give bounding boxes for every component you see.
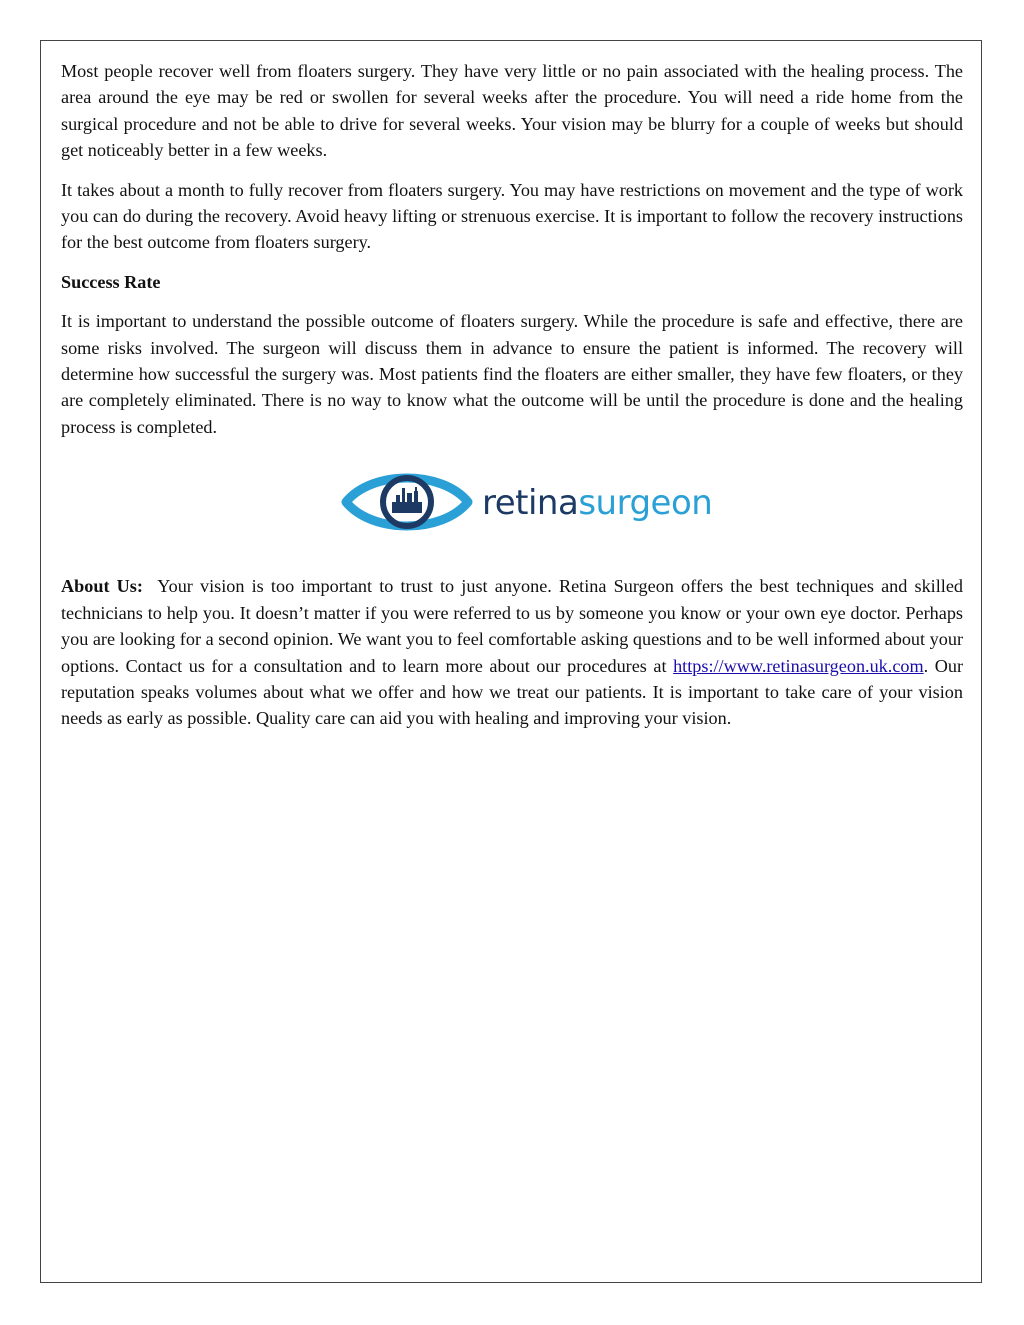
about-us-text-after: . Our reputation speaks volumes about what we offer and how we treat our patients. It is important to take care of your vision needs as early as possible. Quality care can aid you with healing and improving your vision. xyxy=(61,655,963,729)
eye-logo-icon xyxy=(342,462,713,542)
paragraph-recovery: Most people recover well from floaters surgery. They have very little or no pain associated with the healing process. The area around the eye may be red or swollen for several weeks after the procedure. You will need a ride home from the surgical procedure and not be able to drive for several weeks. Your vision may be blurry for a couple of weeks but should get noticeably better in a few weeks. xyxy=(61,61,963,161)
logo-text-surgeon: surgeon xyxy=(578,483,713,524)
retina-surgeon-logo xyxy=(61,462,963,542)
logo-text-retina: retina xyxy=(482,483,579,524)
website-link[interactable]: https://www.retinasurgeon.uk.com xyxy=(673,655,924,676)
success-rate-heading: Success Rate xyxy=(61,271,161,292)
about-us-label: About Us: xyxy=(61,576,143,597)
paragraph-recovery-time: It takes about a month to fully recover from floaters surgery. You may have restrictions on movement and the type of work you can do during the recovery. Avoid heavy lifting or strenuous exercise. It is important to follow the recovery instructions for the best outcome from floaters surgery. xyxy=(61,179,963,253)
about-us-paragraph xyxy=(61,573,963,731)
about-us-text-before: Your vision is too important to trust to just anyone. Retina Surgeon offers the best techniques and skilled technicians to help you. It doesn’t matter if you were referred to us by someone you know or your own eye doctor. Perhaps you are looking for a second opinion. We want you to feel comfortable asking questions and to be well informed about your options. Contact us for a consultation and to learn more about our procedures at xyxy=(61,576,964,676)
success-rate-paragraph: It is important to understand the possible outcome of floaters surgery. While the procedure is safe and effective, there are some risks involved. The surgeon will discuss them in advance to ensure the patient is informed. The recovery will determine how successful the surgery was. Most patients find the floaters are either smaller, they have few floaters, or they are completely eliminated. There is no way to know what the outcome will be until the procedure is done and the healing process is completed. xyxy=(61,311,963,437)
document-body xyxy=(61,58,963,745)
svg-text:retinasurgeon xyxy=(482,483,712,523)
